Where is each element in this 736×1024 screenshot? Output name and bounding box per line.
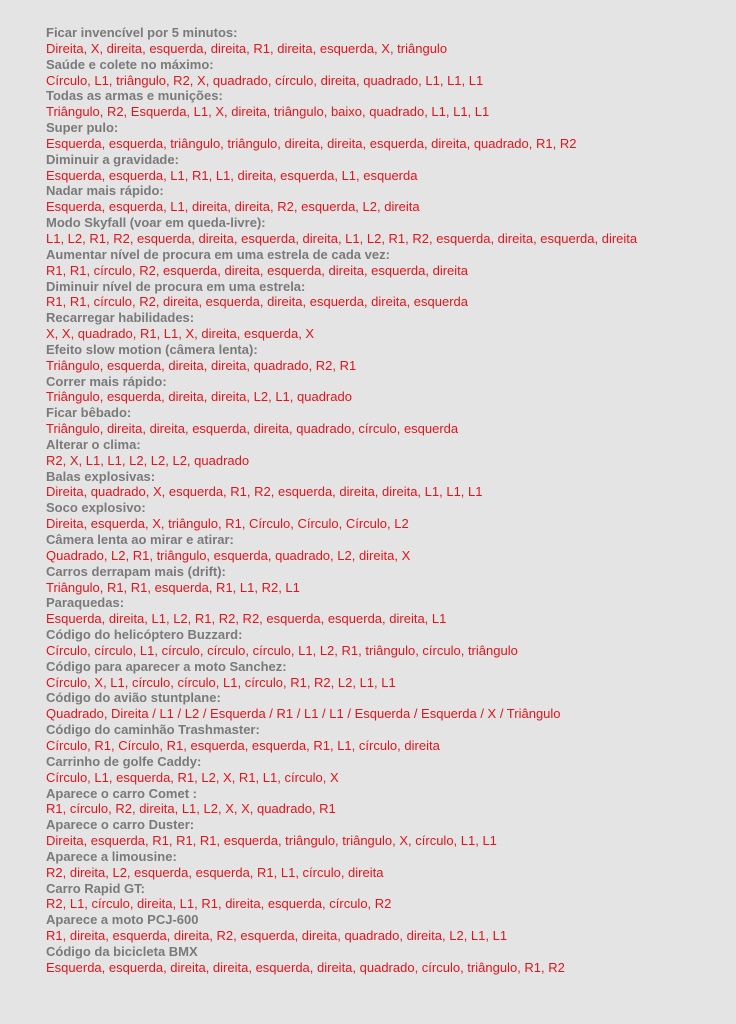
cheat-code: Direita, X, direita, esquerda, direita, R1, direita, esquerda, X, triângulo [46, 40, 448, 56]
cheat-entry [46, 57, 736, 89]
cheat-code: L1, L2, R1, R2, esquerda, direita, esquerda, direita, L1, L2, R1, R2, esquerda, direita, esquerda, direita [46, 230, 638, 246]
cheat-title: Balas explosivas: [46, 468, 156, 484]
cheat-title: Ficar bêbado: [46, 405, 132, 421]
cheat-entry [46, 215, 736, 247]
cheat-title: Alterar o clima: [46, 436, 141, 452]
cheat-title: Carrinho de golfe Caddy: [46, 753, 202, 769]
cheat-title: Código do helicóptero Buzzard: [46, 627, 243, 643]
cheat-title: Diminuir a gravidade: [46, 151, 179, 167]
cheat-code: R1, direita, esquerda, direita, R2, esquerda, direita, quadrado, direita, L2, L1, L1 [46, 928, 508, 944]
cheat-entry [46, 944, 736, 976]
cheat-title: Carro Rapid GT: [46, 880, 145, 896]
cheat-entry [46, 152, 736, 184]
cheat-entry [46, 247, 736, 279]
cheat-entry [46, 912, 736, 944]
cheat-code: Esquerda, esquerda, direita, direita, esquerda, direita, quadrado, círculo, triângulo, R1, R2 [46, 959, 565, 975]
cheat-entry [46, 374, 736, 406]
cheat-code: Triângulo, R2, Esquerda, L1, X, direita, triângulo, baixo, quadrado, L1, L1, L1 [46, 104, 490, 120]
cheat-code: Círculo, círculo, L1, círculo, círculo, círculo, L1, L2, R1, triângulo, círculo, triângulo [46, 642, 518, 658]
cheat-title: Câmera lenta ao mirar e atirar: [46, 532, 234, 547]
cheat-code: R2, L1, círculo, direita, L1, R1, direita, esquerda, círculo, R2 [46, 896, 392, 912]
cheat-code: R1, R1, círculo, R2, direita, esquerda, direita, esquerda, direita, esquerda [46, 294, 469, 310]
cheat-code: Quadrado, Direita / L1 / L2 / Esquerda / R1 / L1 / L1 / Esquerda / Esquerda / X / Triângulo [46, 706, 561, 722]
cheat-code: Esquerda, esquerda, triângulo, triângulo, direita, direita, esquerda, direita, quadrado, R1, R2 [46, 135, 577, 151]
cheat-code: Direita, quadrado, X, esquerda, R1, R2, esquerda, direita, direita, L1, L1, L1 [46, 484, 483, 500]
cheat-code: Círculo, R1, Círculo, R1, esquerda, esquerda, R1, L1, círculo, direita [46, 737, 440, 753]
cheat-code: Círculo, L1, esquerda, R1, L2, X, R1, L1, círculo, X [46, 769, 339, 785]
cheat-title: Código do avião stuntplane: [46, 690, 221, 706]
cheat-title: Saúde e colete no máximo: [46, 56, 214, 72]
cheat-entry [46, 469, 736, 501]
cheat-title: Soco explosivo: [46, 500, 146, 516]
cheat-title: Carros derrapam mais (drift): [46, 563, 226, 579]
cheat-title: Código para aparecer a moto Sanchez: [46, 658, 287, 674]
cheat-code: Triângulo, esquerda, direita, direita, quadrado, R2, R1 [46, 357, 357, 373]
cheat-title: Diminuir nível de procura em uma estrela: [46, 278, 306, 294]
cheat-title: Aparece a moto PCJ-600 [46, 912, 199, 928]
cheat-entry [46, 437, 736, 469]
cheat-entry [46, 849, 736, 881]
cheat-code: Triângulo, direita, direita, esquerda, direita, quadrado, círculo, esquerda [46, 421, 459, 437]
cheat-entry [46, 310, 736, 342]
cheat-entry [46, 722, 736, 754]
cheat-entry [46, 564, 736, 596]
cheat-entry [46, 25, 736, 57]
cheat-title: Efeito slow motion (câmera lenta): [46, 341, 258, 357]
cheat-entry [46, 120, 736, 152]
cheat-entry [46, 595, 736, 627]
cheat-code: Direita, esquerda, R1, R1, R1, esquerda, triângulo, triângulo, X, círculo, L1, L1 [46, 833, 497, 849]
cheat-entry [46, 786, 736, 818]
cheat-title: Aparece o carro Comet : [46, 785, 197, 801]
cheat-entry [46, 405, 736, 437]
cheat-entry [46, 817, 736, 849]
cheat-title: Modo Skyfall (voar em queda-livre): [46, 215, 266, 231]
cheat-entry [46, 881, 736, 913]
cheat-code: Círculo, X, L1, círculo, círculo, L1, círculo, R1, R2, L2, L1, L1 [46, 674, 396, 690]
cheat-code: X, X, quadrado, R1, L1, X, direita, esquerda, X [46, 326, 315, 342]
cheat-entry [46, 279, 736, 311]
cheat-title: Correr mais rápido: [46, 373, 167, 389]
cheat-entry [46, 754, 736, 786]
cheat-code: Esquerda, direita, L1, L2, R1, R2, R2, esquerda, esquerda, direita, L1 [46, 611, 447, 627]
cheat-entry [46, 627, 736, 659]
cheat-entry [46, 342, 736, 374]
cheat-code: R1, círculo, R2, direita, L1, L2, X, X, quadrado, R1 [46, 801, 336, 817]
cheat-title: Paraquedas: [46, 595, 125, 611]
cheat-title: Nadar mais rápido: [46, 183, 164, 199]
cheat-title: Recarregar habilidades: [46, 310, 195, 326]
cheat-list [46, 25, 736, 976]
cheat-code: R2, X, L1, L1, L2, L2, L2, quadrado [46, 452, 250, 468]
cheat-entry [46, 88, 736, 120]
cheat-code: R1, R1, círculo, R2, esquerda, direita, esquerda, direita, esquerda, direita [46, 262, 469, 278]
cheat-entry [46, 690, 736, 722]
cheat-code: Círculo, L1, triângulo, R2, X, quadrado, círculo, direita, quadrado, L1, L1, L1 [46, 72, 484, 88]
cheat-entry [46, 532, 736, 564]
cheat-code: Esquerda, esquerda, L1, R1, L1, direita, esquerda, L1, esquerda [46, 167, 418, 183]
cheat-title: Aumentar nível de procura em uma estrela de cada vez: [46, 246, 390, 262]
cheat-title: Código da bicicleta BMX [46, 943, 198, 959]
cheat-title: Código do caminhão Trashmaster: [46, 722, 260, 738]
cheat-title: Ficar invencível por 5 minutos: [46, 25, 238, 40]
cheat-title: Super pulo: [46, 120, 119, 136]
cheat-code: Quadrado, L2, R1, triângulo, esquerda, quadrado, L2, direita, X [46, 547, 411, 563]
cheat-entry [46, 183, 736, 215]
cheat-entry [46, 500, 736, 532]
cheat-code: Direita, esquerda, X, triângulo, R1, Círculo, Círculo, Círculo, L2 [46, 516, 409, 532]
cheat-code: R2, direita, L2, esquerda, esquerda, R1, L1, círculo, direita [46, 864, 384, 880]
cheat-entry [46, 659, 736, 691]
cheat-code: Esquerda, esquerda, L1, direita, direita, R2, esquerda, L2, direita [46, 199, 420, 215]
cheat-title: Aparece o carro Duster: [46, 817, 195, 833]
cheat-title: Todas as armas e munições: [46, 88, 223, 104]
cheat-code: Triângulo, esquerda, direita, direita, L2, L1, quadrado [46, 389, 352, 405]
cheat-code: Triângulo, R1, R1, esquerda, R1, L1, R2, L1 [46, 579, 300, 595]
cheat-title: Aparece a limousine: [46, 848, 177, 864]
